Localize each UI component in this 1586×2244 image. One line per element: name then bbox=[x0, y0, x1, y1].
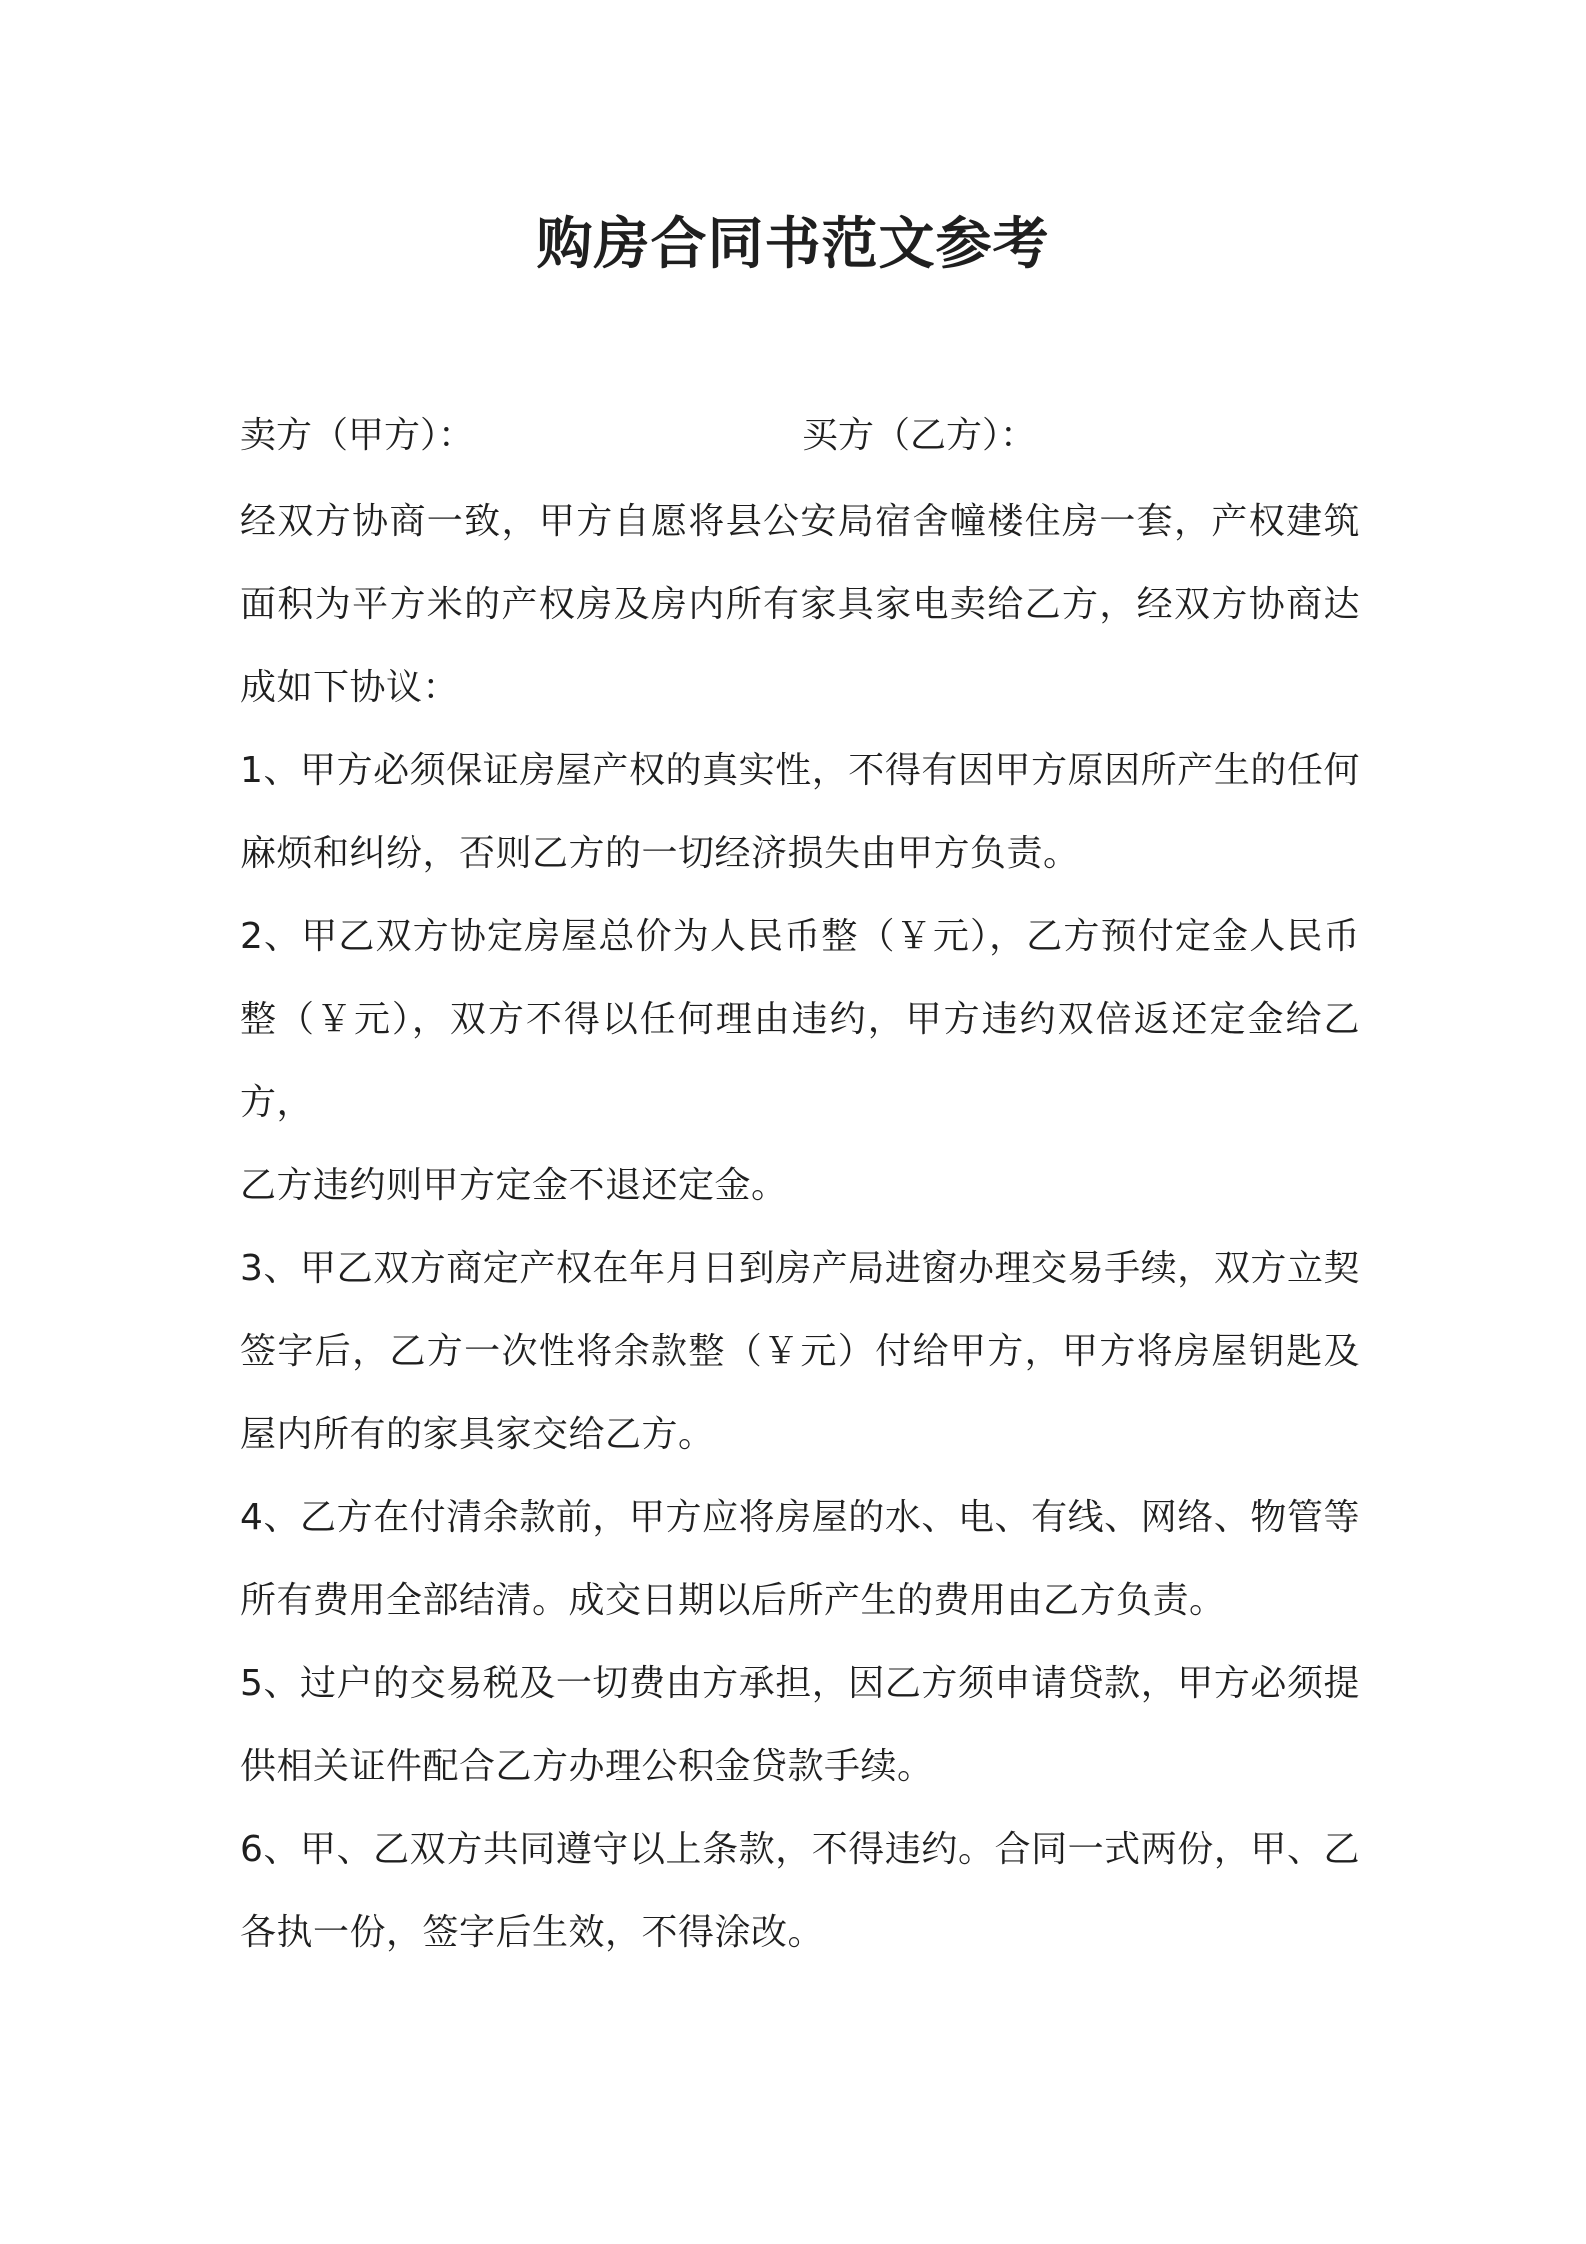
clause-4: 4、乙方在付清余款前，甲方应将房屋的水、电、有线、网络、物管等所有费用全部结清。成交日期以后所产生的费用由乙方负责。 bbox=[240, 1497, 1360, 1621]
clause-2-continued: 乙方违约则甲方定金不退还定金。 bbox=[240, 1165, 788, 1206]
clause-6: 6、甲、乙双方共同遵守以上条款，不得违约。合同一式两份，甲、乙各执一份，签字后生效，不得涂改。 bbox=[240, 1829, 1360, 1953]
clause-2: 2、甲乙双方协定房屋总价为人民币整（￥元），乙方预付定金人民币整（￥元），双方不得以任何理由违约，甲方违约双倍返还定金给乙方， bbox=[240, 916, 1360, 1123]
clause-5: 5、过户的交易税及一切费由方承担，因乙方须申请贷款，甲方必须提供相关证件配合乙方办理公积金贷款手续。 bbox=[240, 1663, 1360, 1787]
parties-line bbox=[240, 406, 1360, 466]
document-title: 购房合同书范文参考 bbox=[536, 212, 1050, 277]
buyer-label: 买方（乙方）： bbox=[802, 415, 1037, 456]
clause-1: 1、甲方必须保证房屋产权的真实性，不得有因甲方原因所产生的任何麻烦和纠纷，否则乙方的一切经济损失由甲方负责。 bbox=[240, 750, 1360, 874]
clause-3: 3、甲乙双方商定产权在年月日到房产局进窗办理交易手续，双方立契签字后，乙方一次性将余款整（￥元）付给甲方，甲方将房屋钥匙及屋内所有的家具家交给乙方。 bbox=[240, 1248, 1360, 1455]
intro-paragraph: 经双方协商一致，甲方自愿将县公安局宿舍幢楼住房一套，产权建筑面积为平方米的产权房及房内所有家具家电卖给乙方，经双方协商达成如下协议： bbox=[240, 501, 1360, 708]
seller-label: 卖方（甲方）： bbox=[240, 415, 475, 456]
contract-body bbox=[240, 480, 1360, 1974]
